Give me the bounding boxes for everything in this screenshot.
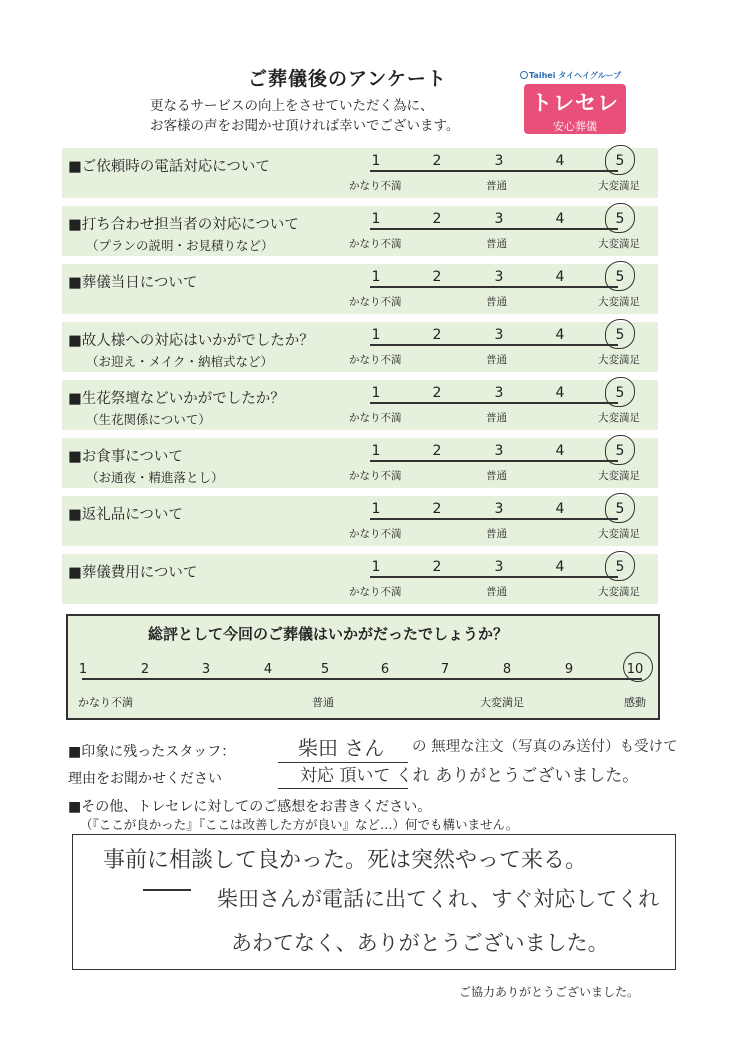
overall-scale-number[interactable]: 8 xyxy=(502,662,512,677)
scale-line xyxy=(370,228,618,230)
scale-number[interactable]: 2 xyxy=(432,443,442,459)
logo-sub: 安心葬儀 xyxy=(553,120,597,133)
question-row xyxy=(62,148,658,198)
comment-line-3: あわてなく、ありがとうございました。 xyxy=(231,931,609,955)
scale-number[interactable]: 3 xyxy=(494,443,504,459)
scale-number[interactable]: 3 xyxy=(494,327,504,343)
reason-label: 理由をお聞かせください xyxy=(68,771,222,787)
scale-line xyxy=(370,460,618,462)
scale-number[interactable]: 1 xyxy=(371,269,381,285)
scale-label-mid: 普通 xyxy=(486,354,507,366)
scale-label-high: 大変満足 xyxy=(598,296,640,308)
other-label: ■その他、トレセレに対してのご感想をお書きください。 xyxy=(68,799,432,815)
question-label: ■故人様への対応はいかがでしたか？ xyxy=(68,333,314,349)
scale-number[interactable]: 2 xyxy=(432,327,442,343)
scale-number[interactable]: 5 xyxy=(615,153,625,169)
scale-number[interactable]: 3 xyxy=(494,269,504,285)
page-title: ご葬儀後のアンケート xyxy=(248,68,447,90)
scale-number[interactable]: 5 xyxy=(615,327,625,343)
scale-number[interactable]: 5 xyxy=(615,443,625,459)
scale-label-low: かなり不満 xyxy=(349,470,402,482)
logo-badge xyxy=(524,84,626,134)
overall-scale-number[interactable]: 7 xyxy=(440,662,450,677)
scale-number[interactable]: 2 xyxy=(432,385,442,401)
scale-label-mid: 普通 xyxy=(486,470,507,482)
comment-box xyxy=(72,834,676,970)
scale-number[interactable]: 4 xyxy=(555,153,565,169)
scale-number[interactable]: 5 xyxy=(615,559,625,575)
question-label: ■葬儀当日について xyxy=(68,275,198,291)
scale-number[interactable]: 4 xyxy=(555,269,565,285)
comment-line-1: 事前に相談して良かった。死は突然やって来る。 xyxy=(103,848,588,873)
scale-line xyxy=(370,518,618,520)
overall-label-top: 感動 xyxy=(624,696,646,709)
strike-mark xyxy=(143,889,191,891)
scale-label-low: かなり不満 xyxy=(349,238,402,250)
scale-number[interactable]: 1 xyxy=(371,327,381,343)
overall-answer-circle xyxy=(623,652,653,682)
question-row xyxy=(62,496,658,546)
logo-name: トレセレ xyxy=(531,91,619,115)
scale-number[interactable]: 3 xyxy=(494,153,504,169)
scale-line xyxy=(370,576,618,578)
question-row xyxy=(62,322,658,372)
comment-line-2: 柴田さんが電話に出てくれ、すぐ対応してくれ xyxy=(217,887,660,911)
scale-label-high: 大変満足 xyxy=(598,412,640,424)
question-sub: （プランの説明・お見積りなど） xyxy=(86,238,274,253)
scale-label-high: 大変満足 xyxy=(598,180,640,192)
scale-label-mid: 普通 xyxy=(486,412,507,424)
scale-label-high: 大変満足 xyxy=(598,528,640,540)
scale-label-low: かなり不満 xyxy=(349,586,402,598)
scale-label-low: かなり不満 xyxy=(349,354,402,366)
overall-title: 総評として今回のご葬儀はいかがだったでしょうか？ xyxy=(148,625,509,643)
scale-number[interactable]: 5 xyxy=(615,385,625,401)
scale-label-mid: 普通 xyxy=(486,180,507,192)
scale-number[interactable]: 3 xyxy=(494,501,504,517)
scale-number[interactable]: 1 xyxy=(371,153,381,169)
scale-number[interactable]: 2 xyxy=(432,559,442,575)
other-note: （『ここが良かった』『ここは改善した方が良い』など…）何でも構いません。 xyxy=(80,817,519,832)
scale-line xyxy=(370,170,618,172)
scale-number[interactable]: 1 xyxy=(371,443,381,459)
question-label: ■返礼品について xyxy=(68,507,183,523)
answer-circle xyxy=(605,261,635,291)
logo-group: タイヘイグループ xyxy=(558,71,622,80)
staff-name-handwritten: 柴田 さん xyxy=(298,736,385,760)
scale-number[interactable]: 4 xyxy=(555,501,565,517)
overall-rating-box xyxy=(66,614,660,720)
scale-label-high: 大変満足 xyxy=(598,470,640,482)
intro-line-1: 更なるサービスの向上をさせていただく為に、 xyxy=(150,98,434,114)
scale-number[interactable]: 4 xyxy=(555,327,565,343)
scale-label-high: 大変満足 xyxy=(598,238,640,250)
scale-label-mid: 普通 xyxy=(486,296,507,308)
scale-number[interactable]: 1 xyxy=(371,559,381,575)
question-sub: （お迎え・メイク・納棺式など） xyxy=(86,354,274,369)
answer-circle xyxy=(605,203,635,233)
question-label: ■生花祭壇などいかがでしたか？ xyxy=(68,391,285,407)
overall-scale-number[interactable]: 1 xyxy=(78,662,88,677)
question-row xyxy=(62,264,658,314)
scale-label-low: かなり不満 xyxy=(349,412,402,424)
scale-label-low: かなり不満 xyxy=(349,296,402,308)
reason-underline xyxy=(278,788,408,789)
scale-number[interactable]: 5 xyxy=(615,269,625,285)
scale-number[interactable]: 1 xyxy=(371,501,381,517)
overall-label-low: かなり不満 xyxy=(78,696,133,709)
intro-text xyxy=(150,96,459,136)
scale-label-mid: 普通 xyxy=(486,586,507,598)
scale-number[interactable]: 3 xyxy=(494,385,504,401)
answer-circle xyxy=(605,551,635,581)
overall-scale-number[interactable]: 5 xyxy=(320,662,330,677)
question-label: ■葬儀費用について xyxy=(68,565,198,581)
scale-line xyxy=(370,286,618,288)
staff-label: ■印象に残ったスタッフ： xyxy=(68,744,236,760)
scale-label-low: かなり不満 xyxy=(349,528,402,540)
logo-brand-row xyxy=(520,70,632,81)
overall-scale-line xyxy=(82,678,642,680)
scale-number[interactable]: 2 xyxy=(432,269,442,285)
scale-label-high: 大変満足 xyxy=(598,586,640,598)
scale-line xyxy=(370,344,618,346)
answer-circle xyxy=(605,145,635,175)
answer-circle xyxy=(605,377,635,407)
reason-handwritten: 対応 頂いて くれ ありがとうございました。 xyxy=(300,766,640,786)
intro-line-2: お客様の声をお聞かせ頂ければ幸いでございます。 xyxy=(150,118,460,134)
scale-number[interactable]: 3 xyxy=(494,559,504,575)
scale-label-high: 大変満足 xyxy=(598,354,640,366)
company-logo xyxy=(520,70,632,134)
question-row xyxy=(62,206,658,256)
scale-number[interactable]: 5 xyxy=(615,501,625,517)
scale-number[interactable]: 4 xyxy=(555,385,565,401)
scale-number[interactable]: 1 xyxy=(371,385,381,401)
question-row xyxy=(62,438,658,488)
staff-detail-handwritten: の 無理な注文（写真のみ送付）も受けて xyxy=(412,739,678,755)
overall-label-mid: 普通 xyxy=(312,696,334,709)
overall-label-high: 大変満足 xyxy=(480,696,524,709)
overall-scale-number[interactable]: 10 xyxy=(626,662,644,677)
scale-number[interactable]: 2 xyxy=(432,501,442,517)
brand-mark-icon xyxy=(520,71,528,79)
scale-number[interactable]: 4 xyxy=(555,211,565,227)
overall-scale-number[interactable]: 4 xyxy=(263,662,273,677)
question-row xyxy=(62,554,658,604)
question-label: ■ご依頼時の電話対応について xyxy=(68,159,270,175)
overall-scale-number[interactable]: 6 xyxy=(380,662,390,677)
scale-number[interactable]: 2 xyxy=(432,153,442,169)
answer-circle xyxy=(605,435,635,465)
question-label: ■打ち合わせ担当者の対応について xyxy=(68,217,299,233)
logo-brand: Taihei xyxy=(529,71,556,80)
overall-scale-number[interactable]: 9 xyxy=(564,662,574,677)
overall-scale-number[interactable]: 3 xyxy=(201,662,211,677)
scale-number[interactable]: 2 xyxy=(432,211,442,227)
scale-line xyxy=(370,402,618,404)
scale-number[interactable]: 1 xyxy=(371,211,381,227)
footer-thanks: ご協力ありがとうございました。 xyxy=(459,985,640,999)
scale-number[interactable]: 5 xyxy=(615,211,625,227)
question-label: ■お食事について xyxy=(68,449,183,465)
question-sub: （お通夜・精進落とし） xyxy=(86,470,224,485)
overall-scale-number[interactable]: 2 xyxy=(140,662,150,677)
question-row xyxy=(62,380,658,430)
answer-circle xyxy=(605,493,635,523)
scale-label-low: かなり不満 xyxy=(349,180,402,192)
scale-label-mid: 普通 xyxy=(486,238,507,250)
scale-number[interactable]: 4 xyxy=(555,443,565,459)
scale-number[interactable]: 3 xyxy=(494,211,504,227)
question-sub: （生花関係について） xyxy=(86,412,211,427)
scale-label-mid: 普通 xyxy=(486,528,507,540)
answer-circle xyxy=(605,319,635,349)
scale-number[interactable]: 4 xyxy=(555,559,565,575)
